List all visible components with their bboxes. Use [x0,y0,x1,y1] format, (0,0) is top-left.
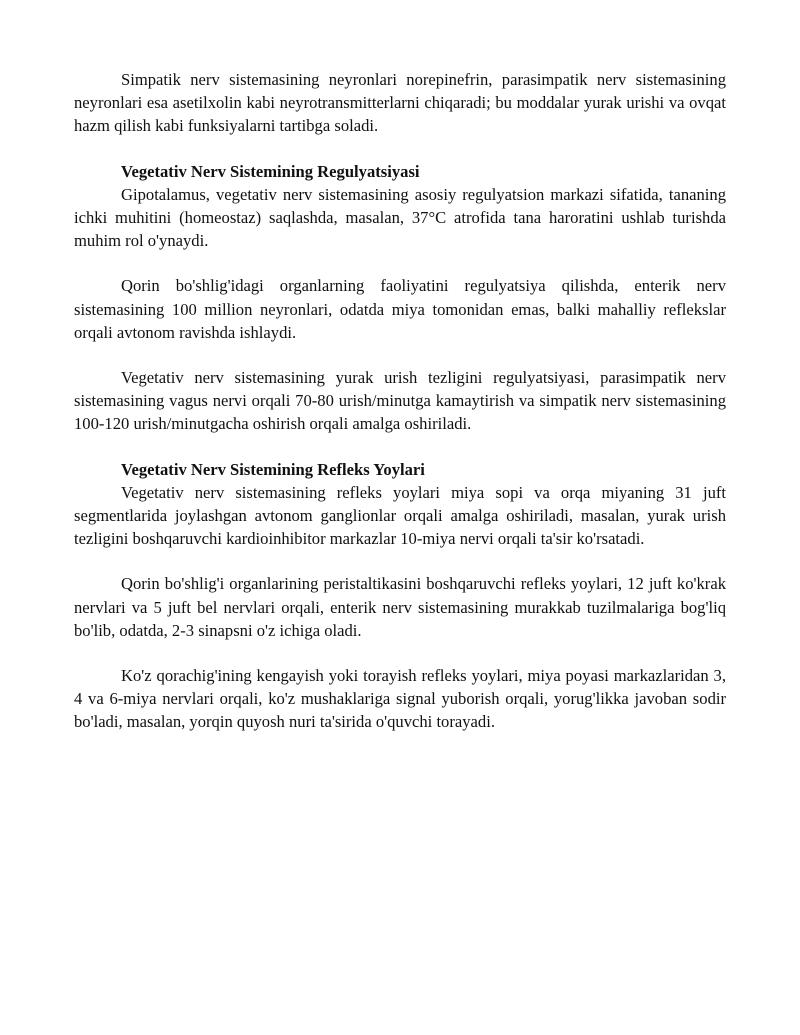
section-reflex-arcs [74,458,726,734]
section-heading: Vegetativ Nerv Sistemining Refleks Yoylari [121,459,425,479]
paragraph: Qorin bo'shlig'idagi organlarning faoliyatini regulyatsiya qilishda, enterik nerv sistemasining 100 million neyronlari, odatda miya tomonidan emas, balki mahalliy reflekslar orqali avtonom ravishda ishlaydi. [74,276,726,342]
section-heading: Vegetativ Nerv Sistemining Regulyatsiyasi [121,161,420,181]
paragraph: Ko'z qorachig'ining kengayish yoki torayish refleks yoylari, miya poyasi markazlaridan 3, 4 va 6-miya nervlari orqali, ko'z mushaklariga signal yuborish orqali, yorug'likka javoban sodir bo'ladi, masalan, yorqin quyosh nuri ta'sirida o'quvchi torayadi. [74,666,726,732]
intro-paragraph: Simpatik nerv sistemasining neyronlari norepinefrin, parasimpatik nerv sistemasining neyronlari esa asetilxolin kabi neyrotransmitterlarni chiqaradi; bu moddalar yurak urishi va ovqat hazm qilish kabi funksiyalarni tartibga soladi. [74,70,726,136]
section-regulation [74,160,726,436]
document-page [74,68,726,734]
paragraph: Vegetativ nerv sistemasining refleks yoylari miya sopi va orqa miyaning 31 juft segmentlarida joylashgan avtonom ganglionlar orqali amalga oshiriladi, masalan, yurak urish tezligini boshqaruvchi kardioinhibitor markazlar 10-miya nervi orqali ta'sir ko'rsatadi. [74,482,726,549]
paragraph: Qorin bo'shlig'i organlarining peristaltikasini boshqaruvchi refleks yoylari, 12 juft ko'krak nervlari va 5 juft bel nervlari orqali, enterik nerv sistemasining murakkab tuzilmalariga bog'liq bo'lib, odatda, 2-3 sinapsni o'z ichiga oladi. [74,574,726,640]
paragraph: Gipotalamus, vegetativ nerv sistemasining asosiy regulyatsion markazi sifatida, tananing ichki muhitini (homeostaz) saqlashda, masalan, 37°C atrofida tana haroratini ushlab turishda muhim rol o'ynaydi. [74,184,726,251]
paragraph: Vegetativ nerv sistemasining yurak urish tezligini regulyatsiyasi, parasimpatik nerv sistemasining vagus nervi orqali 70-80 urish/minutga kamaytirish va simpatik nerv sistemasining 100-120 urish/minutgacha oshirish orqali amalga oshiriladi. [74,368,726,434]
